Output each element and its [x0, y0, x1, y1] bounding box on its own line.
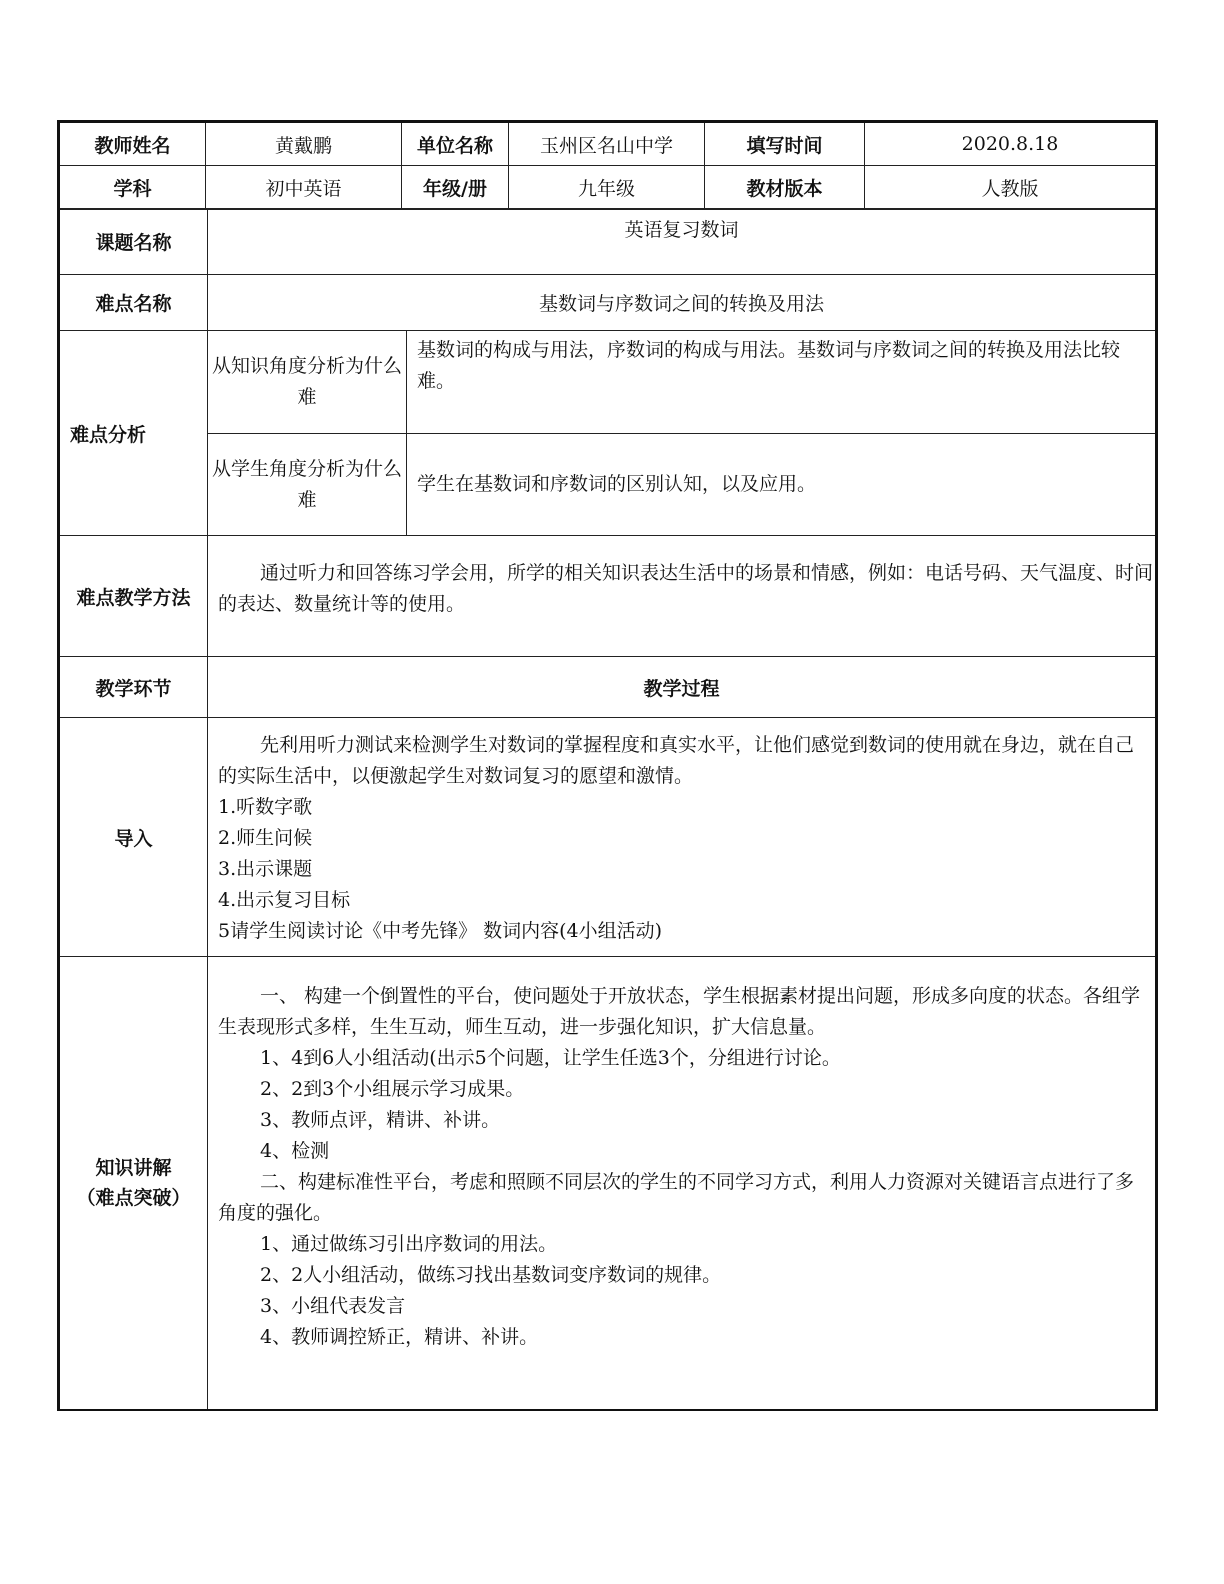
difficulty-row [59, 275, 1157, 331]
knowledge-angle-text: 基数词的构成与用法，序数词的构成与用法。基数词与序数词之间的转换及用法比较难。 [407, 331, 1157, 434]
info-row-1 [59, 122, 1157, 166]
intro-item: 5请学生阅读讨论《中考先锋》 数词内容(4小组活动) [218, 920, 663, 942]
intro-content [208, 718, 1157, 957]
difficulty-label: 难点名称 [59, 275, 208, 331]
info-header-table [57, 120, 1158, 210]
knowledge-angle-label: 从知识角度分析为什么难 [208, 331, 407, 434]
knowledge-part1-item: 2、2到3个小组展示学习成果。 [260, 1078, 525, 1100]
fill-date-label: 填写时间 [705, 122, 865, 166]
intro-item: 2.师生问候 [218, 827, 313, 849]
process-header-row [59, 657, 1157, 718]
topic-label: 课题名称 [59, 209, 208, 275]
knowledge-part2-item: 3、小组代表发言 [260, 1295, 406, 1317]
teacher-name-label: 教师姓名 [59, 122, 206, 166]
intro-item: 3.出示课题 [218, 858, 313, 880]
intro-label: 导入 [59, 718, 208, 957]
edition-value: 人教版 [865, 166, 1157, 210]
knowledge-part2-item: 4、教师调控矫正，精讲、补讲。 [260, 1326, 539, 1348]
knowledge-label-line2: （难点突破） [76, 1186, 191, 1209]
teacher-name-value: 黄戴鹏 [206, 122, 402, 166]
knowledge-part2-item: 1、通过做练习引出序数词的用法。 [260, 1233, 558, 1255]
analysis-row-student [59, 434, 1157, 536]
knowledge-part2-item: 2、2人小组活动，做练习找出基数词变序数词的规律。 [260, 1264, 722, 1286]
method-label: 难点教学方法 [59, 536, 208, 657]
subject-value: 初中英语 [206, 166, 402, 210]
knowledge-part1-paragraph: 一、 构建一个倒置性的平台，使问题处于开放状态，学生根据素材提出问题，形成多向度的状态。各组学生表现形式多样，生生互动，师生互动，进一步强化知识，扩大信息量。 [218, 985, 1141, 1038]
intro-item: 1.听数字歌 [218, 796, 313, 818]
intro-paragraph: 先利用听力测试来检测学生对数词的掌握程度和真实水平，让他们感觉到数词的使用就在身边，就在自己的实际生活中，以便激起学生对数词复习的愿望和激情。 [218, 734, 1135, 787]
subject-label: 学科 [59, 166, 206, 210]
unit-name-value: 玉州区名山中学 [509, 122, 705, 166]
process-section-label: 教学环节 [59, 657, 208, 718]
unit-name-label: 单位名称 [402, 122, 509, 166]
knowledge-label-cell [59, 957, 208, 1410]
knowledge-row [59, 957, 1157, 1410]
topic-row [59, 209, 1157, 275]
lesson-plan-table [57, 208, 1158, 1411]
process-title: 教学过程 [208, 657, 1157, 718]
knowledge-content [208, 957, 1157, 1410]
knowledge-part1-item: 4、检测 [260, 1140, 330, 1162]
topic-value: 英语复习数词 [208, 209, 1157, 275]
fill-date-value: 2020.8.18 [865, 122, 1157, 166]
student-angle-label: 从学生角度分析为什么难 [208, 434, 407, 536]
knowledge-part1-item: 1、4到6人小组活动(出示5个问题，让学生任选3个，分组进行讨论。 [260, 1047, 841, 1069]
method-text: 通过听力和回答练习学会用，所学的相关知识表达生活中的场景和情感，例如：电话号码、天气温度、时间的表达、数量统计等的使用。 [218, 562, 1154, 615]
knowledge-part1-item: 3、教师点评，精讲、补讲。 [260, 1109, 501, 1131]
info-row-2 [59, 166, 1157, 210]
analysis-label: 难点分析 [59, 331, 208, 536]
intro-item: 4.出示复习目标 [218, 889, 351, 911]
grade-value: 九年级 [509, 166, 705, 210]
edition-label: 教材版本 [705, 166, 865, 210]
student-angle-text: 学生在基数词和序数词的区别认知，以及应用。 [407, 434, 1157, 536]
intro-row [59, 718, 1157, 957]
method-row [59, 536, 1157, 657]
grade-label: 年级/册 [402, 166, 509, 210]
knowledge-label-line1: 知识讲解 [95, 1156, 172, 1179]
difficulty-value: 基数词与序数词之间的转换及用法 [208, 275, 1157, 331]
method-text-cell [208, 536, 1157, 657]
knowledge-part2-paragraph: 二、构建标准性平台，考虑和照顾不同层次的学生的不同学习方式，利用人力资源对关键语言点进行了多角度的强化。 [218, 1171, 1135, 1224]
analysis-row-knowledge [59, 331, 1157, 434]
